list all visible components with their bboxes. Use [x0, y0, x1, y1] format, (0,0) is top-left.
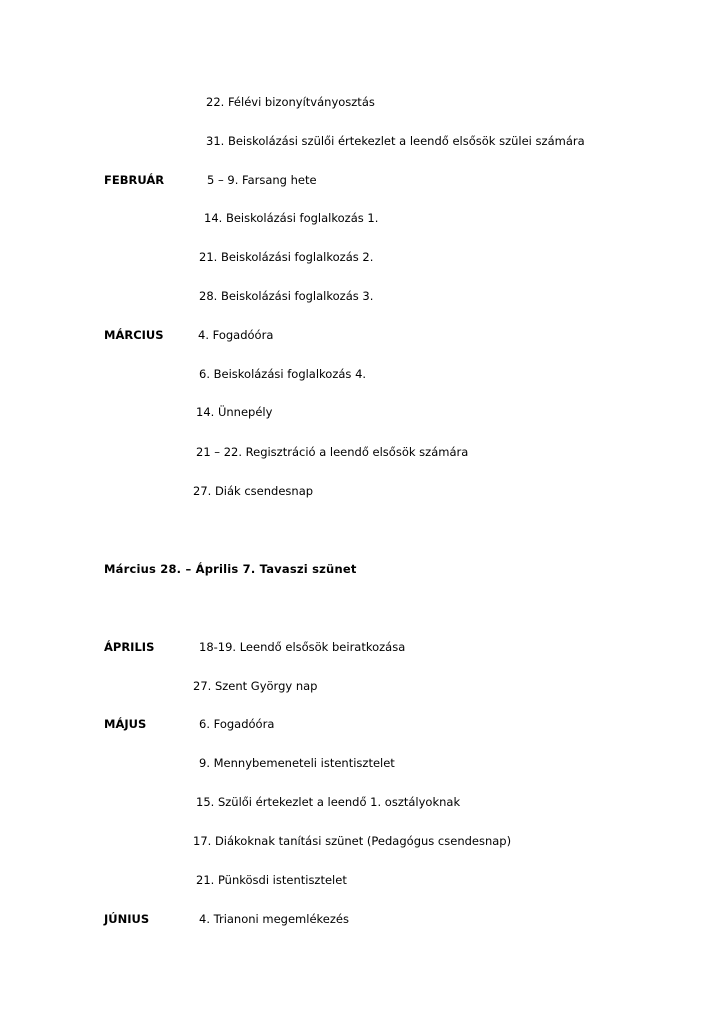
event-text: 22. Félévi bizonyítványosztás: [206, 95, 375, 109]
event-text: 4. Trianoni megemlékezés: [199, 912, 349, 926]
month-label: ÁPRILIS: [104, 640, 155, 654]
event-text: 6. Fogadóóra: [199, 717, 275, 731]
event-text: 21. Pünkösdi istentisztelet: [196, 873, 347, 887]
month-label: MÁJUS: [104, 717, 147, 731]
month-label: JÚNIUS: [104, 912, 150, 926]
event-text: 21. Beiskolázási foglalkozás 2.: [199, 250, 374, 264]
event-text: 15. Szülői értekezlet a leendő 1. osztályoknak: [196, 795, 461, 809]
spring-break-heading: Március 28. – Április 7. Tavaszi szünet: [104, 562, 357, 576]
event-text: 14. Beiskolázási foglalkozás 1.: [204, 211, 379, 225]
event-text: 14. Ünnepély: [196, 405, 273, 419]
month-label: MÁRCIUS: [104, 328, 164, 342]
event-text: 17. Diákoknak tanítási szünet (Pedagógus csendesnap): [193, 834, 512, 848]
event-text: 31. Beiskolázási szülői értekezlet a leendő elsősök szülei számára: [206, 134, 585, 148]
event-text: 27. Diák csendesnap: [193, 484, 314, 498]
event-text: 21 – 22. Regisztráció a leendő elsősök számára: [196, 445, 469, 459]
event-text: 9. Mennybemeneteli istentisztelet: [199, 756, 395, 770]
event-text: 18-19. Leendő elsősök beiratkozása: [199, 640, 406, 654]
month-label: FEBRUÁR: [104, 173, 165, 187]
event-text: 27. Szent György nap: [193, 679, 318, 693]
event-text: 28. Beiskolázási foglalkozás 3.: [199, 289, 374, 303]
event-text: 6. Beiskolázási foglalkozás 4.: [199, 367, 367, 381]
event-text: 5 – 9. Farsang hete: [207, 173, 317, 187]
event-text: 4. Fogadóóra: [198, 328, 274, 342]
